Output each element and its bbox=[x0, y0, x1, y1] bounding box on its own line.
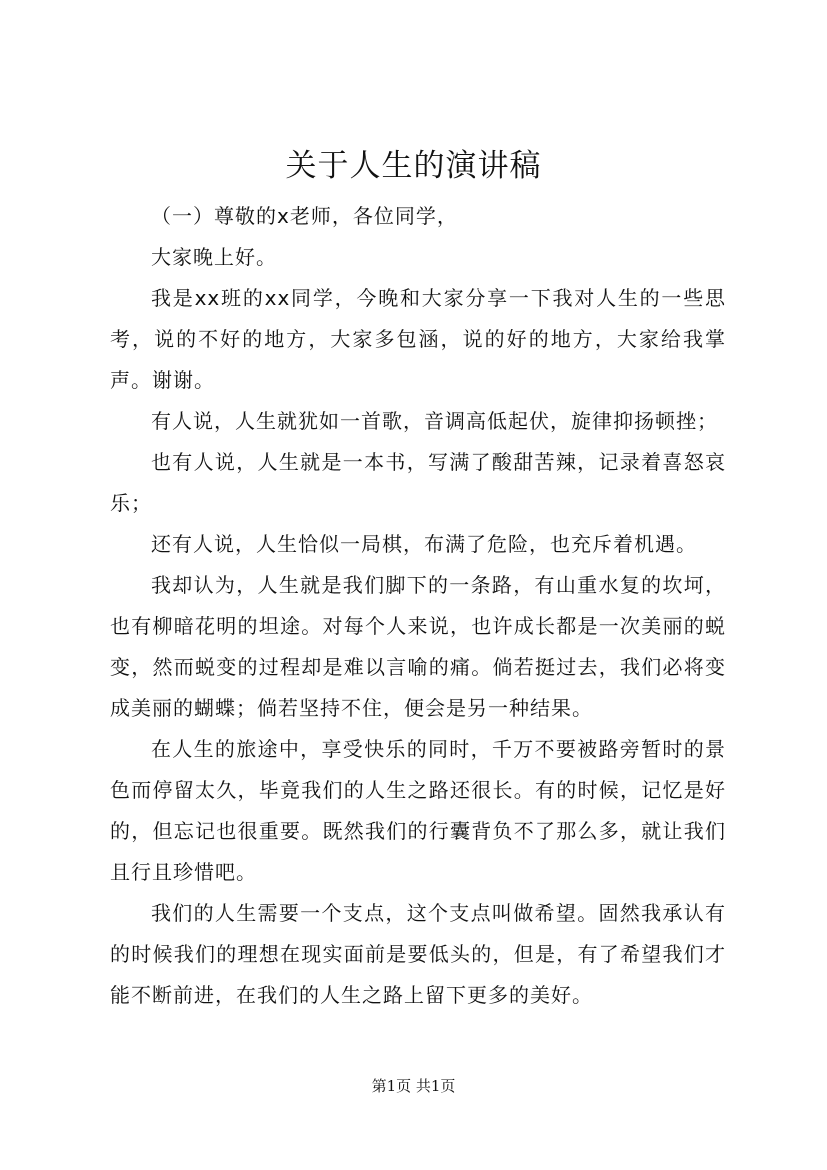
paragraph-journey: 在人生的旅途中，享受快乐的同时，千万不要被路旁暂时的景色而停留太久，毕竟我们的人生之路还很长。有的时候，记忆是好的，但忘记也很重要。既然我们的行囊背负不了那么多，就让我们且行且珍惜吧。 bbox=[110, 737, 726, 884]
paragraph-intro: 我是xx班的xx同学，今晚和大家分享一下我对人生的一些思考，说的不好的地方，大家多包涵，说的好的地方，大家给我掌声。谢谢。 bbox=[110, 286, 726, 392]
paragraph-hope: 我们的人生需要一个支点，这个支点叫做希望。固然我承认有的时候我们的理想在现实面前是要低头的，但是，有了希望我们才能不断前进，在我们的人生之路上留下更多的美好。 bbox=[110, 901, 726, 1007]
page-title: 关于人生的演讲稿 bbox=[285, 148, 542, 184]
document-body bbox=[110, 196, 726, 1016]
paragraph-book: 也有人说，人生就是一本书，写满了酸甜苦辣，记录着喜怒哀乐； bbox=[110, 450, 726, 515]
paragraph-song: 有人说，人生就犹如一首歌，音调高低起伏，旋律抑扬顿挫； bbox=[151, 409, 718, 433]
paragraph-road: 我却认为，人生就是我们脚下的一条路，有山重水复的坎坷，也有柳暗花明的坦途。对每个人来说，也许成长都是一次美丽的蜕变，然而蜕变的过程却是难以言喻的痛。倘若挺过去，我们必将变成美丽的蝴蝶；倘若坚持不住，便会是另一种结果。 bbox=[110, 573, 726, 720]
paragraph-good-evening: 大家晚上好。 bbox=[151, 245, 277, 269]
page-number-footer: 第1页 共1页 bbox=[371, 1077, 456, 1095]
paragraph-chess: 还有人说，人生恰似一局棋，布满了危险，也充斥着机遇。 bbox=[151, 532, 697, 556]
paragraph-greeting: （一）尊敬的x老师，各位同学， bbox=[151, 204, 458, 228]
